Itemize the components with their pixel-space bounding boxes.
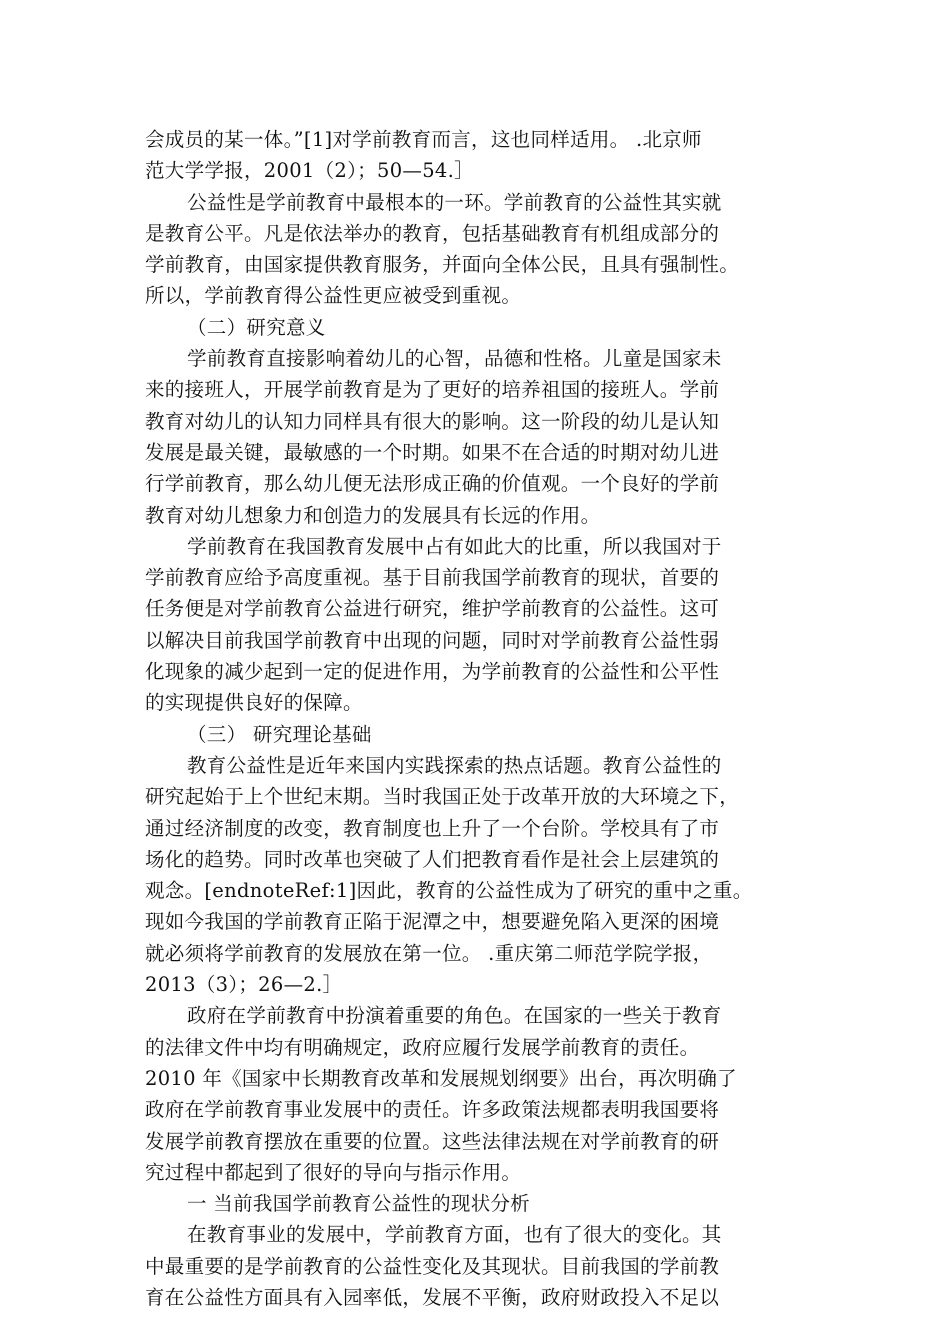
paragraph-start-line: 学前教育在我国教育发展中占有如此大的比重，所以我国对于	[187, 534, 722, 558]
text-line: 化现象的减少起到一定的促进作用，为学前教育的公益性和公平性	[145, 660, 720, 684]
text-line: 究过程中都起到了很好的导向与指示作用。	[145, 1160, 522, 1184]
section-heading: （三） 研究理论基础	[187, 722, 372, 746]
text-line: 2010 年《国家中长期教育改革和发展规划纲要》出台，再次明确了	[145, 1066, 737, 1090]
document-page	[145, 124, 825, 1313]
text-line: 所以，学前教育得公益性更应被受到重视。	[145, 284, 522, 308]
text-line: 发展学前教育摆放在重要的位置。这些法律法规在对学前教育的研	[145, 1129, 720, 1153]
text-line: 中最重要的是学前教育的公益性变化及其现状。目前我国的学前教	[145, 1254, 720, 1278]
text-line: 以解决目前我国学前教育中出现的问题，同时对学前教育公益性弱	[145, 628, 720, 652]
paragraph-start-line: 在教育事业的发展中，学前教育方面，也有了很大的变化。其	[187, 1223, 722, 1247]
text-line: 的法律文件中均有明确规定，政府应履行发展学前教育的责任。	[145, 1035, 700, 1059]
text-line: 任务便是对学前教育公益进行研究，维护学前教育的公益性。这可	[145, 597, 720, 621]
text-line: 教育对幼儿的认知力同样具有很大的影响。这一阶段的幼儿是认知	[145, 409, 720, 433]
text-line: 教育对幼儿想象力和创造力的发展具有长远的作用。	[145, 503, 601, 527]
text-line: 2013（3）；26—2.］	[145, 973, 343, 997]
text-line: 学前教育应给予高度重视。基于目前我国学前教育的现状，首要的	[145, 566, 720, 590]
paragraph-start-line: 学前教育直接影响着幼儿的心智，品德和性格。儿童是国家未	[187, 347, 722, 371]
text-line: 现如今我国的学前教育正陷于泥潭之中，想要避免陷入更深的困境	[145, 910, 720, 934]
text-line: 是教育公平。凡是依法举办的教育，包括基础教育有机组成部分的	[145, 221, 720, 245]
text-line: 就必须将学前教育的发展放在第一位。 .重庆第二师范学院学报，	[145, 941, 713, 965]
text-line: 通过经济制度的改变，教育制度也上升了一个台阶。学校具有了市	[145, 816, 720, 840]
text-line: 发展是最关键，最敏感的一个时期。如果不在合适的时期对幼儿进	[145, 440, 720, 464]
text-line: 来的接班人，开展学前教育是为了更好的培养祖国的接班人。学前	[145, 378, 720, 402]
text-line: 场化的趋势。同时改革也突破了人们把教育看作是社会上层建筑的	[145, 847, 720, 871]
text-line: 政府在学前教育事业发展中的责任。许多政策法规都表明我国要将	[145, 1098, 720, 1122]
text-line: 育在公益性方面具有入园率低，发展不平衡，政府财政投入不足以	[145, 1285, 720, 1309]
section-heading: 一 当前我国学前教育公益性的现状分析	[187, 1192, 531, 1216]
text-line: 的实现提供良好的保障。	[145, 691, 363, 715]
paragraph-start-line: 政府在学前教育中扮演着重要的角色。在国家的一些关于教育	[187, 1004, 722, 1028]
paragraph-start-line: 教育公益性是近年来国内实践探索的热点话题。教育公益性的	[187, 753, 722, 777]
text-line: 行学前教育，那么幼儿便无法形成正确的价值观。一个良好的学前	[145, 472, 720, 496]
text-line: 会成员的某一体。”[1]对学前教育而言，这也同样适用。 .北京师	[145, 128, 702, 151]
paragraph-start-line: 公益性是学前教育中最根本的一环。学前教育的公益性其实就	[187, 190, 722, 214]
text-line: 研究起始于上个世纪末期。当时我国正处于改革开放的大环境之下，	[145, 785, 740, 809]
text-line: 范大学学报，2001（2）；50—54.］	[145, 159, 474, 183]
text-line: 学前教育，由国家提供教育服务，并面向全体公民，且具有强制性。	[145, 253, 740, 277]
section-heading: （二）研究意义	[187, 315, 326, 339]
text-line: 观念。[endnoteRef:1]因此，教育的公益性成为了研究的重中之重。	[145, 879, 753, 903]
